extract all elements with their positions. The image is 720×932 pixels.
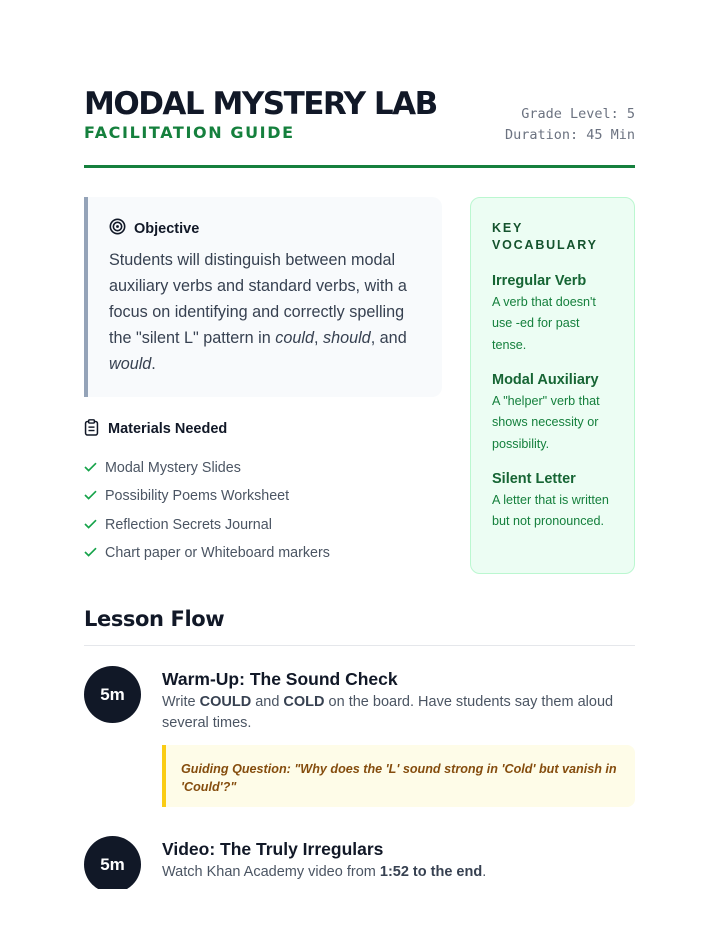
modal-word-should: should (322, 329, 371, 347)
page-subtitle: FACILITATION GUIDE (84, 123, 295, 142)
modal-word-would: would (109, 355, 152, 373)
objective-separator: , and (370, 329, 407, 347)
materials-heading-label: Materials Needed (108, 421, 228, 437)
check-icon (84, 517, 97, 533)
step-text: and (251, 694, 284, 710)
list-item (84, 539, 330, 567)
time-badge: 5m (84, 666, 141, 723)
lesson-flow-divider (84, 645, 635, 646)
vocab-term (492, 271, 617, 356)
step-keyword: COULD (199, 694, 252, 710)
list-item (84, 454, 330, 482)
target-icon (109, 218, 126, 239)
grade-level: Grade Level: 5 (521, 106, 635, 122)
step-keyword: 1:52 to the end (379, 864, 483, 880)
duration: Duration: 45 Min (504, 127, 635, 143)
objective-text (109, 247, 419, 377)
step-description (162, 862, 632, 883)
step-description (162, 692, 632, 734)
term-name: Modal Auxiliary (492, 372, 599, 388)
objective-heading-label: Objective (134, 220, 200, 237)
material-label: Chart paper or Whiteboard markers (105, 545, 330, 562)
vocab-term (492, 469, 617, 533)
list-item (84, 482, 330, 510)
step-title: Video: The Truly Irregulars (162, 839, 384, 859)
lesson-meta (505, 104, 635, 146)
page-bottom-mask (0, 889, 720, 932)
list-item (84, 511, 330, 539)
step-text: Write (162, 694, 200, 710)
key-vocabulary-card (470, 197, 635, 574)
term-name: Irregular Verb (492, 273, 587, 289)
objective-separator: , (313, 329, 323, 347)
term-definition: A letter that is written but not pronounced. (492, 493, 609, 529)
step-text: Watch Khan Academy video from (162, 864, 380, 880)
objective-end: . (151, 355, 156, 373)
materials-heading (84, 418, 442, 440)
check-icon (84, 488, 97, 504)
header-divider (84, 165, 635, 168)
term-definition: A verb that doesn't use -ed for past tense. (492, 295, 596, 352)
material-label: Possibility Poems Worksheet (105, 488, 290, 505)
check-icon (84, 545, 97, 561)
clipboard-icon (84, 419, 99, 440)
material-label: Modal Mystery Slides (105, 460, 241, 477)
modal-word-could: could (275, 329, 314, 347)
objective-heading (109, 218, 199, 239)
material-label: Reflection Secrets Journal (105, 516, 272, 533)
objective-card (84, 197, 442, 397)
term-definition: A "helper" verb that shows necessity or possibility. (492, 394, 600, 451)
time-badge: 5m (84, 836, 141, 893)
step-text: . (482, 864, 487, 880)
materials-section (84, 418, 442, 562)
step-keyword: COLD (283, 694, 325, 710)
term-name: Silent Letter (492, 471, 576, 487)
header (84, 84, 635, 170)
vocabulary-title: KEY VOCABULARY (492, 221, 598, 252)
check-icon (84, 460, 97, 476)
step-title: Warm-Up: The Sound Check (162, 669, 398, 689)
objective-text-main: Students will distinguish between modal auxiliary verbs and standard verbs, with a focus on identifying and correctly spelling the "silent L" pattern in (109, 251, 407, 347)
page-title: MODAL MYSTERY LAB (84, 86, 437, 122)
step-text: on the board. Have students say them aloud several times. (162, 694, 614, 731)
materials-list (84, 454, 330, 567)
lesson-flow-title: Lesson Flow (84, 607, 225, 631)
guiding-question-callout: Guiding Question: "Why does the 'L' sound strong in 'Cold' but vanish in 'Could'?" (162, 745, 635, 807)
vocab-term (492, 370, 617, 455)
